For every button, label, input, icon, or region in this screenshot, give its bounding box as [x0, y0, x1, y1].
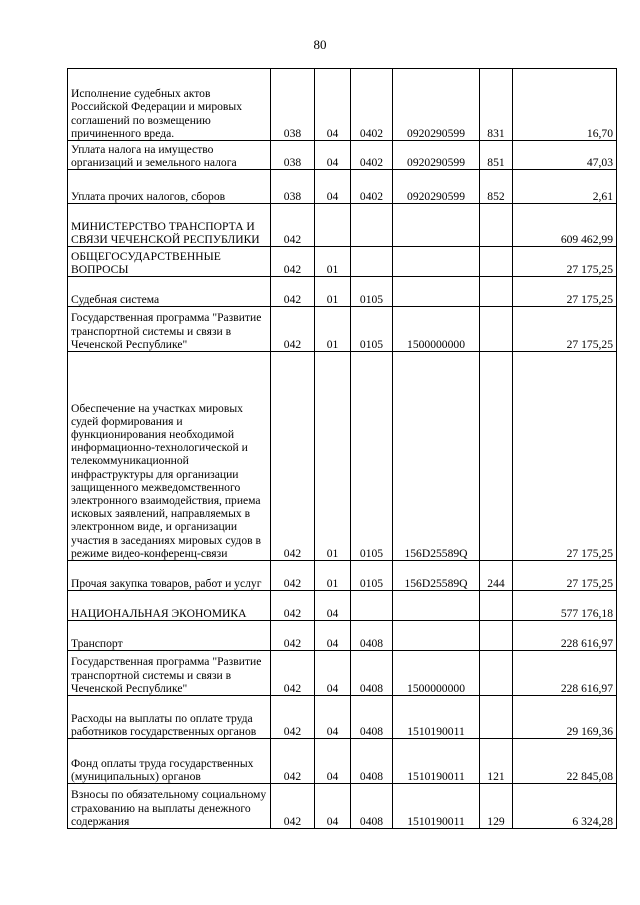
- row-ved: 042: [271, 277, 315, 307]
- row-prz: 0105: [351, 352, 393, 561]
- row-sum: 47,03: [513, 141, 617, 170]
- row-csr: 0920290599: [393, 170, 480, 204]
- row-ved: 042: [271, 739, 315, 784]
- row-sum: 228 616,97: [513, 651, 617, 696]
- row-vr: 244: [480, 561, 513, 591]
- row-name: Транспорт: [68, 621, 271, 651]
- row-vr: [480, 204, 513, 247]
- row-prz: [351, 247, 393, 277]
- row-ved: 042: [271, 621, 315, 651]
- row-prz: 0408: [351, 651, 393, 696]
- row-sum: 27 175,25: [513, 247, 617, 277]
- row-sum: 16,70: [513, 69, 617, 141]
- row-vr: [480, 247, 513, 277]
- row-rz: 01: [315, 561, 351, 591]
- row-sum: 27 175,25: [513, 561, 617, 591]
- row-ved: 042: [271, 696, 315, 739]
- table-row: [68, 784, 617, 829]
- row-vr: [480, 696, 513, 739]
- row-name: Государственная программа "Развитие транспортной системы и связи в Чеченской Республике": [68, 307, 271, 352]
- row-ved: 042: [271, 247, 315, 277]
- table-row: [68, 739, 617, 784]
- table-row: [68, 696, 617, 739]
- row-prz: [351, 204, 393, 247]
- budget-table: [67, 68, 617, 829]
- row-vr: [480, 352, 513, 561]
- row-ved: 042: [271, 591, 315, 621]
- row-rz: 04: [315, 591, 351, 621]
- table-row: [68, 352, 617, 561]
- row-csr: 1510190011: [393, 696, 480, 739]
- row-vr: 851: [480, 141, 513, 170]
- row-ved: 038: [271, 69, 315, 141]
- row-prz: 0402: [351, 69, 393, 141]
- row-prz: 0105: [351, 307, 393, 352]
- row-csr: 1510190011: [393, 784, 480, 829]
- table-row: [68, 621, 617, 651]
- row-sum: 22 845,08: [513, 739, 617, 784]
- row-name: МИНИСТЕРСТВО ТРАНСПОРТА И СВЯЗИ ЧЕЧЕНСКОЙ РЕСПУБЛИКИ: [68, 204, 271, 247]
- row-name: Расходы на выплаты по оплате труда работников государственных органов: [68, 696, 271, 739]
- row-name: ОБЩЕГОСУДАРСТВЕННЫЕ ВОПРОСЫ: [68, 247, 271, 277]
- row-rz: 04: [315, 739, 351, 784]
- row-rz: 01: [315, 352, 351, 561]
- page-number: 80: [313, 37, 327, 52]
- row-sum: 609 462,99: [513, 204, 617, 247]
- row-vr: [480, 621, 513, 651]
- table-row: [68, 141, 617, 170]
- table-row: [68, 307, 617, 352]
- row-sum: 577 176,18: [513, 591, 617, 621]
- row-prz: 0402: [351, 141, 393, 170]
- row-ved: 038: [271, 141, 315, 170]
- table-row: [68, 277, 617, 307]
- row-csr: [393, 204, 480, 247]
- row-sum: 29 169,36: [513, 696, 617, 739]
- row-name: Прочая закупка товаров, работ и услуг: [68, 561, 271, 591]
- row-vr: [480, 591, 513, 621]
- row-rz: 01: [315, 277, 351, 307]
- row-vr: 121: [480, 739, 513, 784]
- row-ved: 038: [271, 170, 315, 204]
- row-prz: [351, 591, 393, 621]
- row-sum: 2,61: [513, 170, 617, 204]
- row-ved: 042: [271, 561, 315, 591]
- row-name: Фонд оплаты труда государственных (муниципальных) органов: [68, 739, 271, 784]
- table-row: [68, 69, 617, 141]
- table-row: [68, 247, 617, 277]
- row-rz: 04: [315, 170, 351, 204]
- row-rz: 04: [315, 696, 351, 739]
- row-rz: 01: [315, 307, 351, 352]
- row-vr: 852: [480, 170, 513, 204]
- row-name: Уплата прочих налогов, сборов: [68, 170, 271, 204]
- row-rz: 04: [315, 69, 351, 141]
- row-csr: 1500000000: [393, 651, 480, 696]
- row-ved: 042: [271, 352, 315, 561]
- row-csr: 0920290599: [393, 69, 480, 141]
- row-prz: 0408: [351, 621, 393, 651]
- row-vr: [480, 277, 513, 307]
- row-prz: 0408: [351, 696, 393, 739]
- table-row: [68, 651, 617, 696]
- row-rz: 04: [315, 621, 351, 651]
- row-sum: 27 175,25: [513, 352, 617, 561]
- row-rz: 01: [315, 247, 351, 277]
- row-csr: 156D25589Q: [393, 352, 480, 561]
- row-ved: 042: [271, 204, 315, 247]
- row-csr: [393, 591, 480, 621]
- row-sum: 228 616,97: [513, 621, 617, 651]
- table-row: [68, 561, 617, 591]
- table-row: [68, 204, 617, 247]
- row-sum: 27 175,25: [513, 307, 617, 352]
- row-csr: 1500000000: [393, 307, 480, 352]
- row-name: Исполнение судебных актов Российской Федерации и мировых соглашений по возмещению причиненного вреда.: [68, 69, 271, 141]
- row-rz: 04: [315, 651, 351, 696]
- row-vr: [480, 651, 513, 696]
- table-row: [68, 591, 617, 621]
- row-name: Обеспечение на участках мировых судей формирования и функционирования необходимой информационно-технологической и телекоммуникационной инфраструктуры для организации защищенного межведомственного электронного взаимодействия, приема исковых заявлений, направляемых в электронном виде, и организации участия в заседаниях мировых судов в режиме видео-конференц-связи: [68, 352, 271, 561]
- row-prz: 0105: [351, 277, 393, 307]
- row-name: Взносы по обязательному социальному страхованию на выплаты денежного содержания: [68, 784, 271, 829]
- row-prz: 0408: [351, 739, 393, 784]
- row-vr: 831: [480, 69, 513, 141]
- row-name: НАЦИОНАЛЬНАЯ ЭКОНОМИКА: [68, 591, 271, 621]
- row-vr: 129: [480, 784, 513, 829]
- row-prz: 0402: [351, 170, 393, 204]
- row-ved: 042: [271, 307, 315, 352]
- row-prz: 0408: [351, 784, 393, 829]
- row-rz: [315, 204, 351, 247]
- table-row: [68, 170, 617, 204]
- row-csr: 0920290599: [393, 141, 480, 170]
- row-csr: 1510190011: [393, 739, 480, 784]
- row-name: Судебная система: [68, 277, 271, 307]
- row-csr: [393, 277, 480, 307]
- row-rz: 04: [315, 141, 351, 170]
- row-prz: 0105: [351, 561, 393, 591]
- row-csr: 156D25589Q: [393, 561, 480, 591]
- row-vr: [480, 307, 513, 352]
- row-ved: 042: [271, 784, 315, 829]
- row-csr: [393, 247, 480, 277]
- row-name: Уплата налога на имущество организаций и земельного налога: [68, 141, 271, 170]
- row-sum: 6 324,28: [513, 784, 617, 829]
- row-ved: 042: [271, 651, 315, 696]
- row-sum: 27 175,25: [513, 277, 617, 307]
- row-name: Государственная программа "Развитие транспортной системы и связи в Чеченской Республике": [68, 651, 271, 696]
- row-rz: 04: [315, 784, 351, 829]
- row-csr: [393, 621, 480, 651]
